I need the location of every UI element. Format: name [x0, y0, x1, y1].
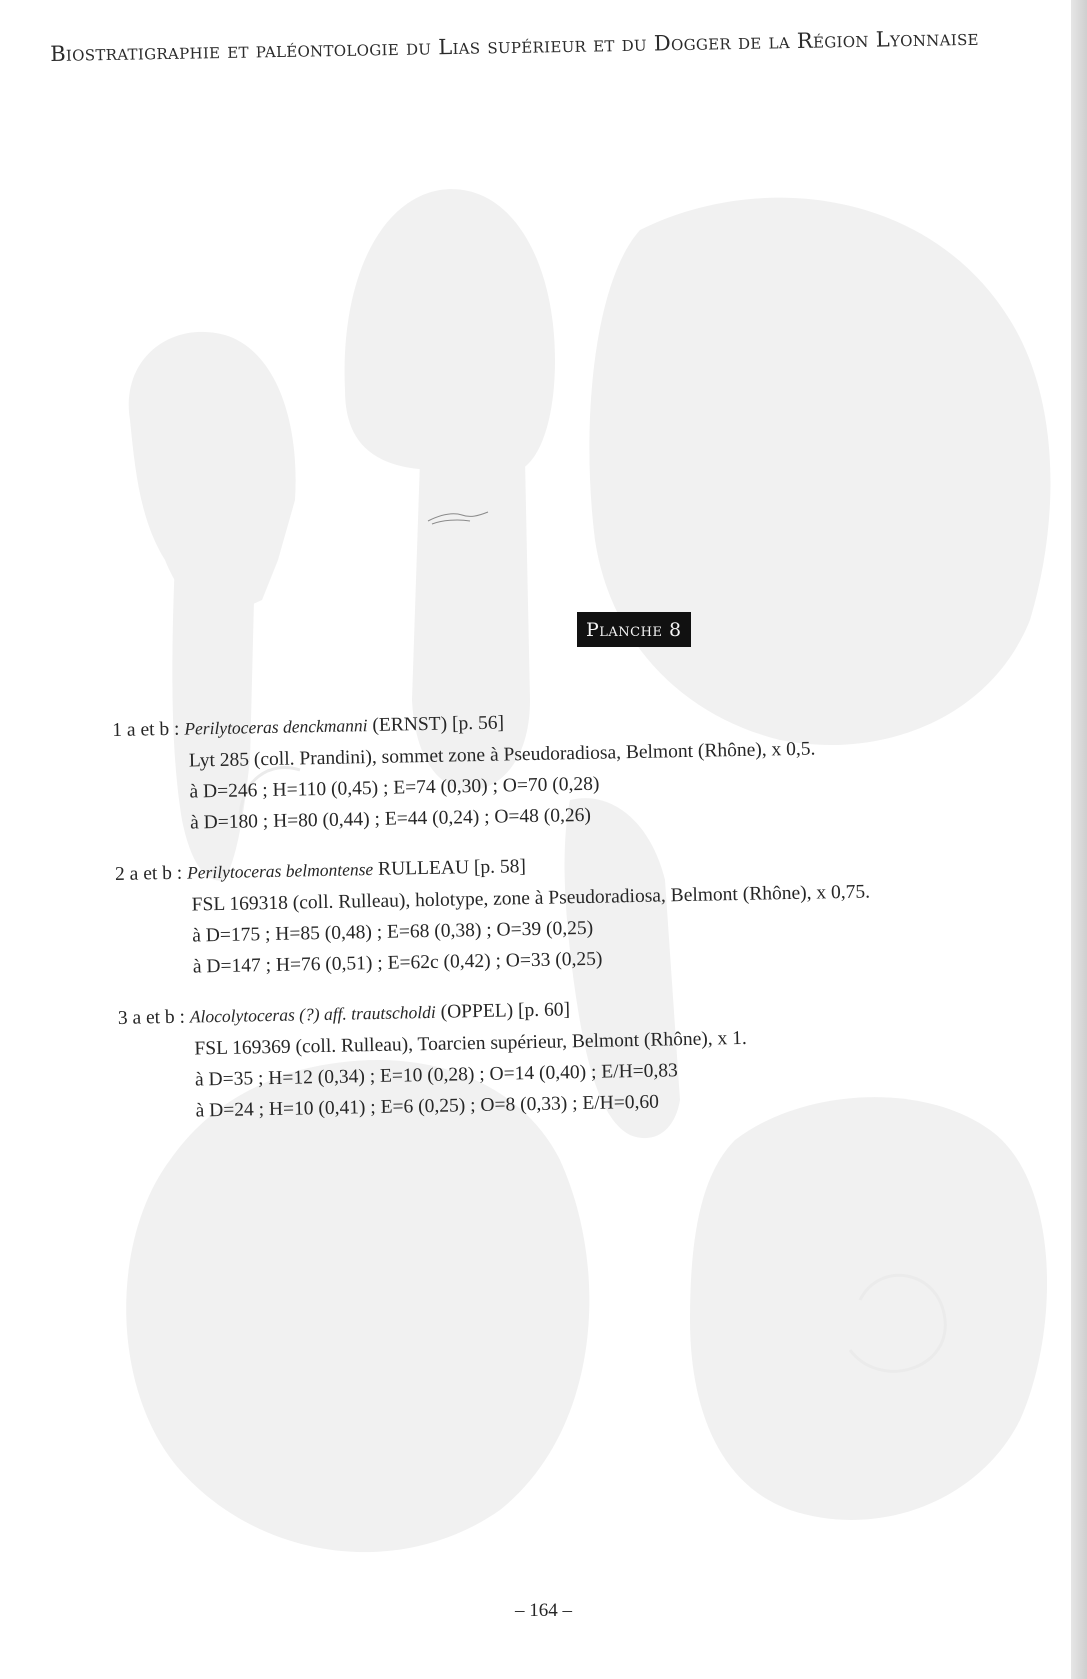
caption-entry-3 [118, 985, 1000, 1128]
author-and-page: (ERNST) [p. 56] [372, 712, 505, 737]
caption-entry-2 [115, 841, 997, 984]
plate-label: Planche 8 [577, 612, 691, 647]
running-header: Biostratigraphie et paléontologie du Lias supérieur et du Dogger de la Région Lyonnaise [50, 25, 979, 66]
specimen-line: FSL 169318 (coll. Rulleau), holotype, zone à Pseudoradiosa, Belmont (Rhône), x 0,75. [191, 881, 871, 916]
measurement-line: à D=24 ; H=10 (0,41) ; E=6 (0,25) ; O=8 (0,33) ; E/H=0,60 [195, 1091, 660, 1122]
species-name: Alocolytoceras (?) aff. trautscholdi [189, 1001, 436, 1027]
specimen-line: FSL 169369 (coll. Rulleau), Toarcien supérieur, Belmont (Rhône), x 1. [194, 1027, 747, 1060]
measurement-line: à D=35 ; H=12 (0,34) ; E=10 (0,28) ; O=14 (0,40) ; E/H=0,83 [194, 1060, 679, 1091]
page-number: – 164 – [515, 1600, 572, 1621]
figure-number: 2 a et b : [114, 862, 183, 885]
figure-number: 3 a et b : [117, 1006, 186, 1029]
species-name: Perilytoceras denckmanni [184, 715, 368, 739]
author-and-page: RULLEAU [p. 58] [377, 856, 527, 880]
figure-number: 1 a et b : [112, 718, 180, 741]
author-and-page: (OPPEL) [p. 60] [440, 999, 571, 1023]
species-name: Perilytoceras belmontense [186, 859, 374, 883]
measurement-line: à D=175 ; H=85 (0,48) ; E=68 (0,38) ; O=39 (0,25) [192, 917, 594, 947]
specimen-line: Lyt 285 (coll. Prandini), sommet zone à Pseudoradiosa, Belmont (Rhône), x 0,5. [188, 738, 816, 772]
caption-entry-1 [112, 697, 994, 840]
measurement-line: à D=147 ; H=76 (0,51) ; E=62c (0,42) ; O=33 (0,25) [192, 948, 603, 978]
plate-caption-list [112, 697, 1000, 1146]
book-spine-shadow [1071, 0, 1087, 1679]
measurement-line: à D=180 ; H=80 (0,44) ; E=44 (0,24) ; O=48 (0,26) [189, 804, 592, 834]
measurement-line: à D=246 ; H=110 (0,45) ; E=74 (0,30) ; O=70 (0,28) [189, 773, 600, 803]
